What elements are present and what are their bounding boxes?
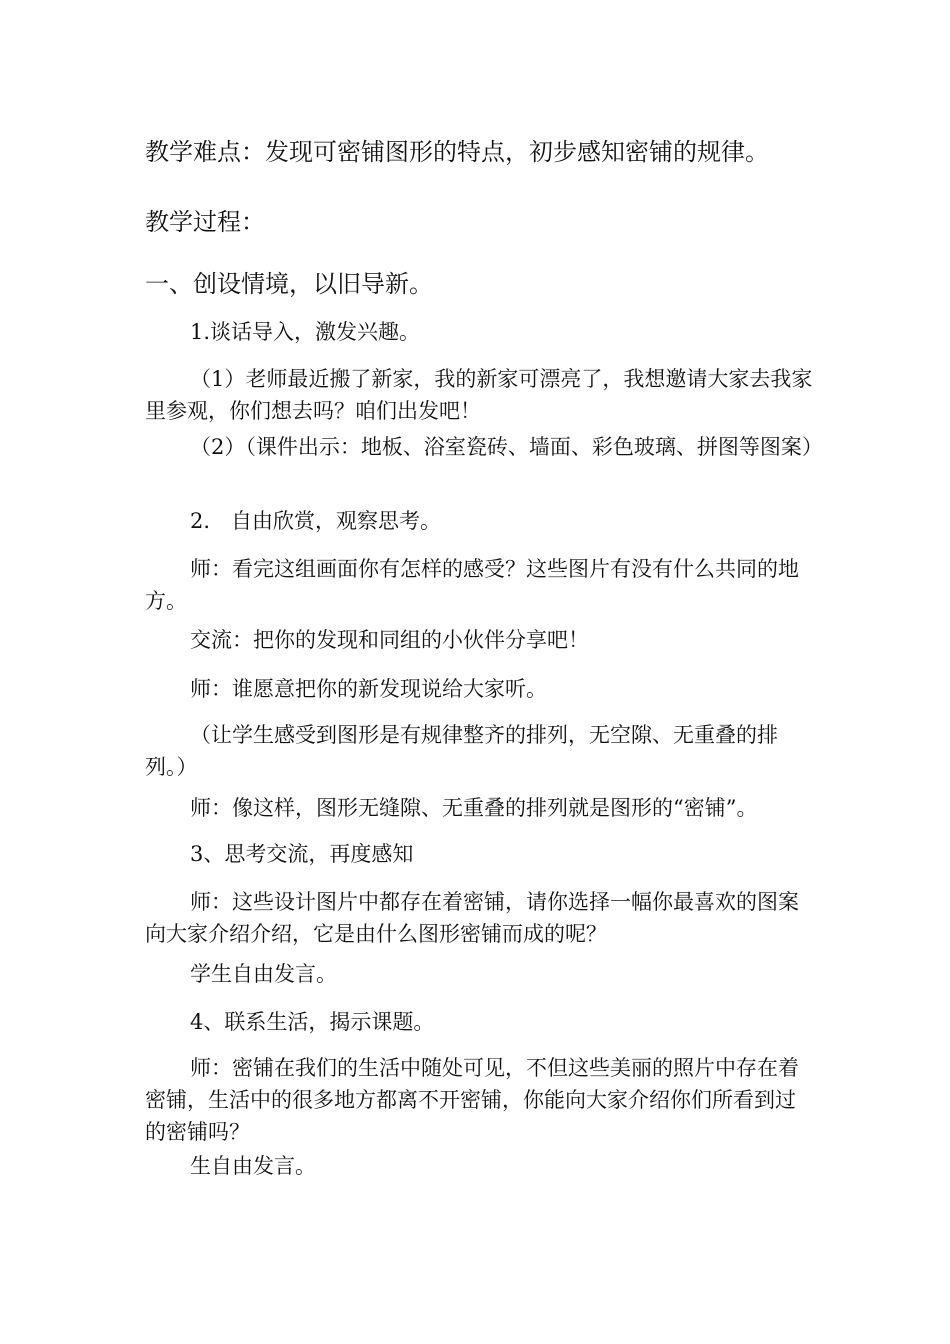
exchange-paragraph: 交流：把你的发现和同组的小伙伴分享吧！ — [190, 628, 589, 652]
teacher-question-4: 师：密铺在我们的生活中随处可见，不但这些美丽的照片中存在着密铺，生活中的很多地方都离不开密铺，你能向大家介绍你们所看到过的密铺吗？ — [145, 1056, 799, 1144]
teaching-process-heading: 教学过程： — [145, 208, 265, 236]
teacher-definition: 师：像这样，图形无缝隙、无重叠的排列就是图形的“密铺”。 — [190, 796, 758, 820]
step-2-heading: 2. 自由欣赏，观察思考。 — [190, 509, 442, 533]
paragraph-1-1: （1）老师最近搬了新家，我的新家可漂亮了，我想邀请大家去我家里参观，你们想去吗？咱们出发吧！ — [145, 367, 813, 423]
step-4-heading: 4、联系生活，揭示课题。 — [190, 1010, 435, 1034]
step-1-heading: 1.谈话导入，激发兴趣。 — [190, 320, 421, 344]
step-3-heading: 3、思考交流，再度感知 — [190, 842, 414, 866]
paragraph-1-2: （2）（课件出示：地板、浴室瓷砖、墙面、彩色玻璃、拼图等图案） — [190, 435, 823, 459]
student-note: （让学生感受到图形是有规律整齐的排列，无空隙、无重叠的排列。） — [145, 723, 778, 779]
section-heading-1: 一、创设情境，以旧导新。 — [145, 270, 433, 298]
teacher-question-3: 师：这些设计图片中都存在着密铺，请你选择一幅你最喜欢的图案向大家介绍介绍，它是由什么图形密铺而成的呢？ — [145, 890, 799, 946]
teacher-question-1: 师：看完这组画面你有怎样的感受？这些图片有没有什么共同的地方。 — [145, 557, 799, 613]
student-speak-1: 学生自由发言。 — [190, 962, 337, 986]
teaching-difficulty: 教学难点：发现可密铺图形的特点，初步感知密铺的规律。 — [145, 138, 769, 166]
student-speak-2: 生自由发言。 — [190, 1154, 316, 1178]
teacher-question-2: 师：谁愿意把你的新发现说给大家听。 — [190, 677, 547, 701]
